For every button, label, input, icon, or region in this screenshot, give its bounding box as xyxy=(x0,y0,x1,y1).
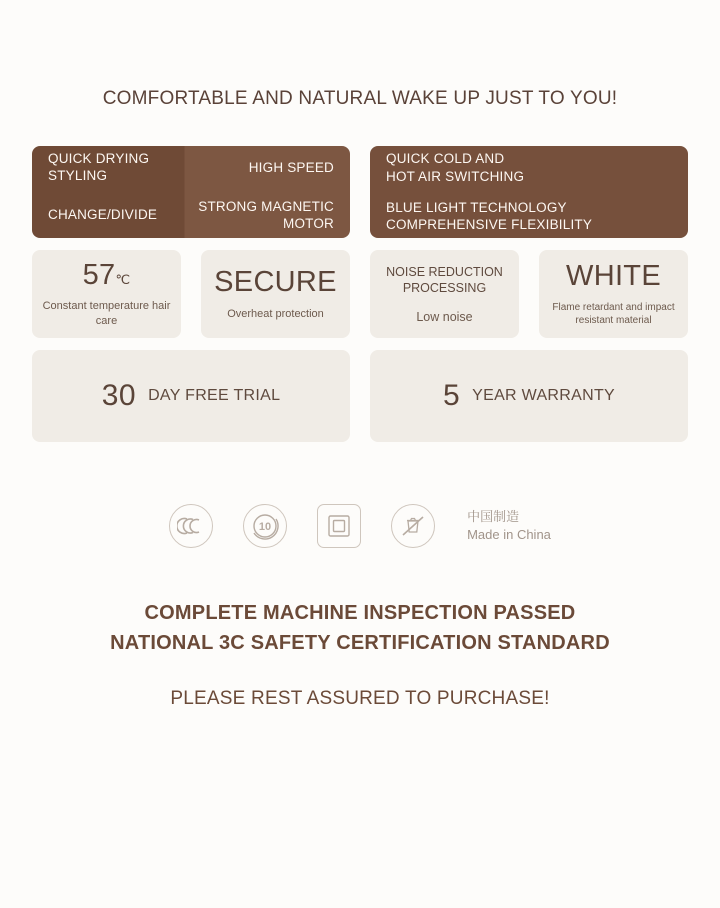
rohs-10-icon xyxy=(243,504,287,548)
spec-unit-celsius: ℃ xyxy=(115,271,131,287)
feature-label-high-speed: HIGH SPEED xyxy=(248,159,334,175)
feature-label-quick-cold: QUICK COLD AND xyxy=(386,151,505,167)
feature-line-quick-drying xyxy=(48,151,334,185)
feature-grid xyxy=(32,146,688,442)
feature-row-guarantee xyxy=(32,350,688,442)
product-info-page xyxy=(0,88,720,908)
feature-label-blue-light: BLUE LIGHT TECHNOLOGY xyxy=(386,199,567,215)
feature-card-airflow xyxy=(370,146,688,238)
spec-value-noise: NOISE REDUCTION PROCESSING xyxy=(386,264,503,295)
feature-label-hot-air: HOT AIR SWITCHING xyxy=(386,168,525,184)
spec-number-temperature: 57 xyxy=(82,258,116,291)
spec-card-material xyxy=(539,250,688,338)
feature-card-speed xyxy=(32,146,350,238)
feature-block-air-switching xyxy=(386,150,672,185)
weee-no-bin-icon xyxy=(391,504,435,548)
ccc-mark-icon xyxy=(169,504,213,548)
feature-row-specs xyxy=(32,250,688,338)
spec-caption-secure: Overheat protection xyxy=(227,307,324,320)
closing-statement: PLEASE REST ASSURED TO PURCHASE! xyxy=(170,688,550,709)
svg-text:10: 10 xyxy=(258,521,272,533)
origin-label xyxy=(467,508,551,543)
spec-card-secure xyxy=(201,250,350,338)
guarantee-card-warranty xyxy=(370,350,688,442)
class-ii-insulation-icon xyxy=(317,504,361,548)
guarantee-card-trial xyxy=(32,350,350,442)
feature-row-brown xyxy=(32,146,688,238)
spec-card-noise xyxy=(370,250,519,338)
certification-strip xyxy=(0,504,720,548)
origin-label-en: Made in China xyxy=(467,527,551,542)
feature-label-magnetic-motor: STRONG MAGNETIC MOTOR xyxy=(198,199,334,231)
inspection-statement-line1: COMPLETE MACHINE INSPECTION PASSED xyxy=(144,602,576,624)
guarantee-label-warranty: YEAR WARRANTY xyxy=(472,387,616,404)
feature-line-change-divide xyxy=(48,199,334,233)
guarantee-number-trial: 30 xyxy=(101,379,137,412)
guarantee-label-trial: DAY FREE TRIAL xyxy=(148,387,281,404)
spec-value-material: WHITE xyxy=(566,260,661,293)
feature-block-blue-light xyxy=(386,199,672,234)
spec-value-temperature xyxy=(83,260,131,290)
page-title: COMFORTABLE AND NATURAL WAKE UP JUST TO YOU! xyxy=(102,88,618,109)
inspection-statement xyxy=(0,598,720,658)
feature-label-change-divide: CHANGE/DIVIDE xyxy=(48,207,158,223)
feature-label-flexibility: COMPREHENSIVE FLEXIBILITY xyxy=(386,217,593,233)
guarantee-number-warranty: 5 xyxy=(442,379,461,412)
spec-caption-noise: Low noise xyxy=(416,310,473,325)
spec-value-secure: SECURE xyxy=(214,266,337,299)
spec-caption-temperature: Constant temperature hair care xyxy=(42,300,171,327)
feature-label-quick-drying: QUICK DRYING STYLING xyxy=(48,151,150,184)
inspection-statement-line2: NATIONAL 3C SAFETY CERTIFICATION STANDARD xyxy=(110,632,610,654)
spec-card-temperature xyxy=(32,250,181,338)
origin-label-cn: 中国制造 xyxy=(467,509,520,525)
spec-caption-material: Flame retardant and impact resistant material xyxy=(552,301,675,326)
